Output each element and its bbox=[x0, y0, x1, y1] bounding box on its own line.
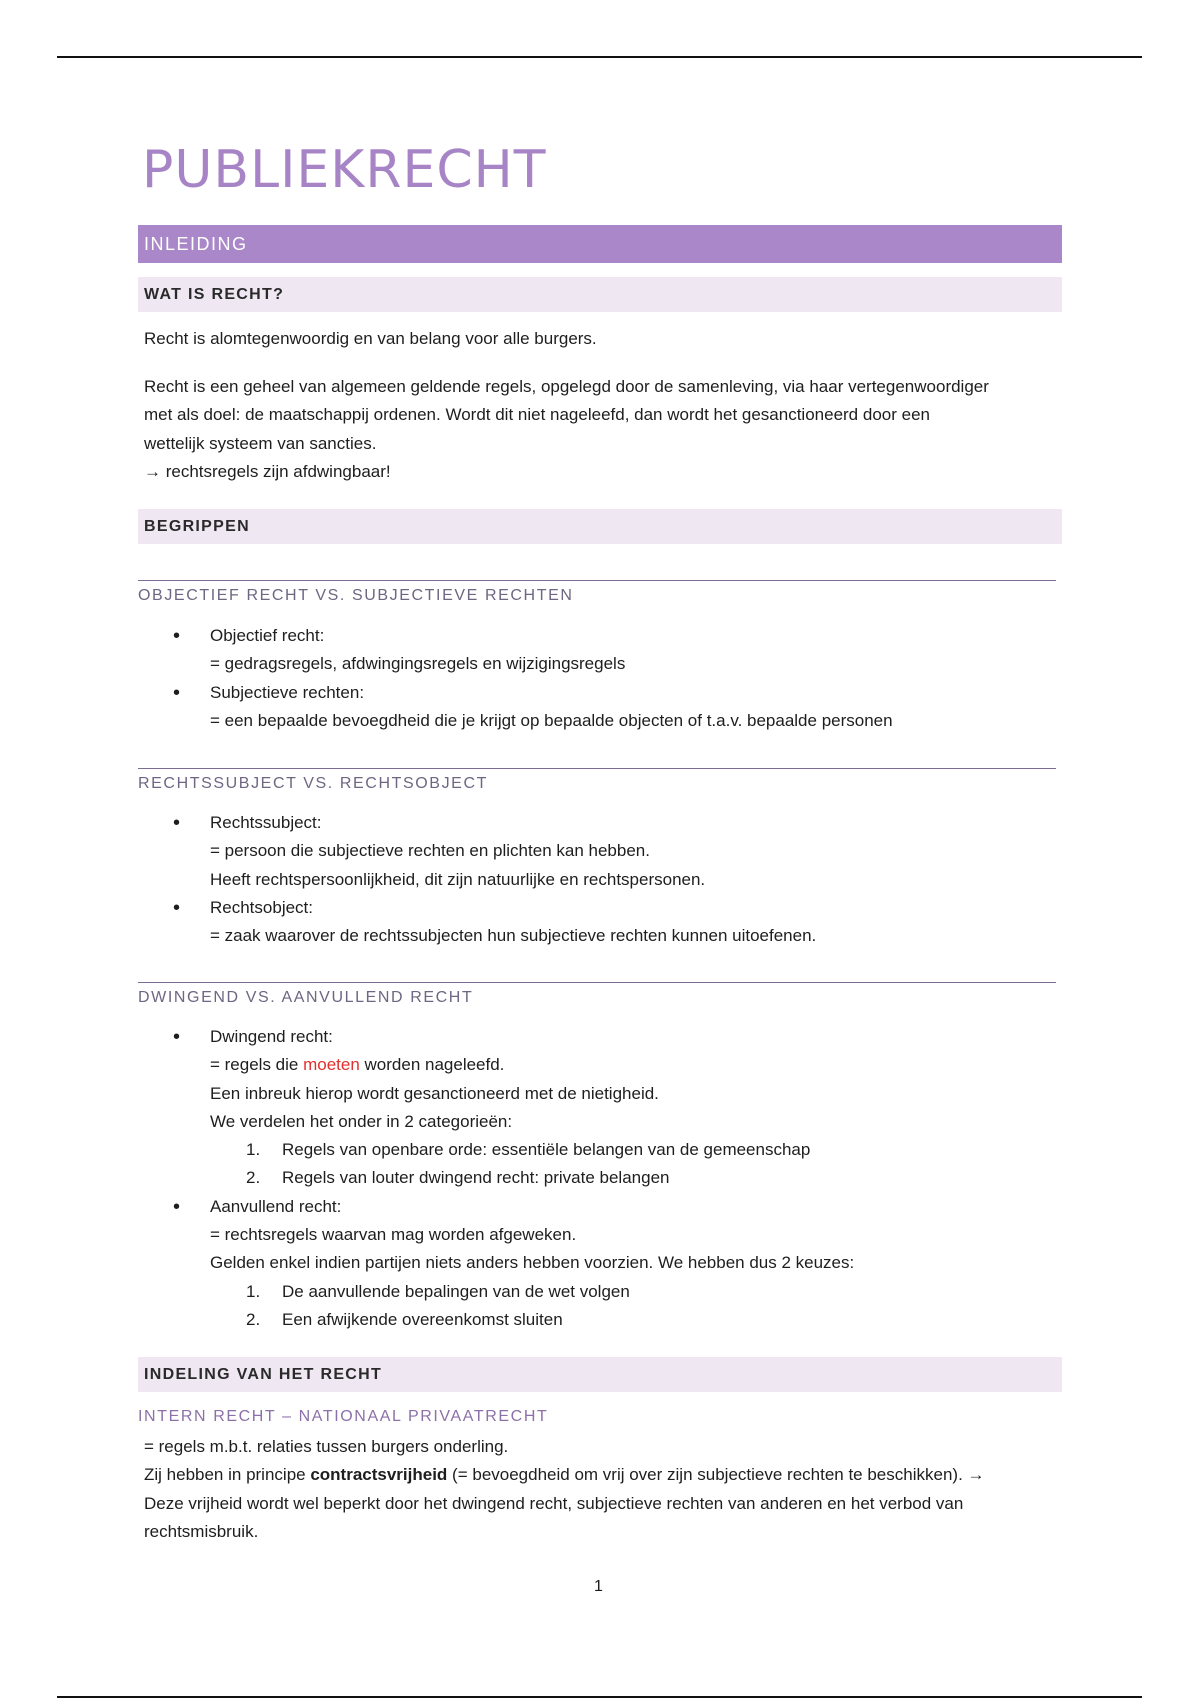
numbered-item: 2. Een afwijkende overeenkomst sluiten bbox=[246, 1309, 563, 1329]
list-rechtssubject bbox=[173, 809, 1053, 950]
list-item: • Rechtsobject: = zaak waarover de rechtssubjecten hun subjectieve rechten kunnen uitoefenen. bbox=[173, 894, 1053, 951]
paragraph-line: wettelijk systeem van sancties. bbox=[144, 433, 377, 453]
subheading-intern-recht: INTERN RECHT – NATIONAAL PRIVAATRECHT bbox=[138, 1408, 549, 1425]
numbered-item: 1. Regels van openbare orde: essentiële belangen van de gemeenschap bbox=[246, 1140, 811, 1160]
numbered-item: 1. De aanvullende bepalingen van de wet volgen bbox=[246, 1281, 630, 1301]
numbered-item: 2. Regels van louter dwingend recht: private belangen bbox=[246, 1168, 670, 1188]
paragraph-intern-recht bbox=[144, 1433, 1064, 1546]
numbered-list bbox=[210, 1278, 1053, 1335]
list-objectief bbox=[173, 622, 1053, 735]
numbered-list bbox=[210, 1136, 1053, 1193]
subheading-dwingend: DWINGEND VS. AANVULLEND RECHT bbox=[138, 982, 1056, 1007]
text-line: = regels die moeten worden nageleefd. bbox=[210, 1055, 505, 1075]
heading-inleiding: INLEIDING bbox=[138, 225, 1062, 263]
heading-wat-is-recht: WAT IS RECHT? bbox=[138, 277, 1062, 312]
bold-term: contractsvrijheid bbox=[310, 1465, 448, 1485]
list-dwingend bbox=[173, 1023, 1053, 1334]
paragraph-line: met als doel: de maatschappij ordenen. Wordt dit niet nageleefd, dan wordt het gesanctioneerd door een bbox=[144, 405, 930, 425]
page-number: 1 bbox=[594, 1578, 603, 1595]
list-item: • Aanvullend recht: = rechtsregels waarvan mag worden afgeweken. Gelden enkel indien partijen niets anders hebben voorzien. We hebben dus 2 keuzes: 1. De aanvullende bepalingen van de wet volgen 2. Een afwijkende overeenkomst sluiten bbox=[173, 1193, 1053, 1334]
list-item: • Rechtssubject: = persoon die subjectieve rechten en plichten kan hebben. Heeft rechtspersoonlijkheid, dit zijn natuurlijke en rechtspersonen. bbox=[173, 809, 1053, 894]
footer-rule bbox=[57, 1696, 1142, 1698]
list-item: • Subjectieve rechten: = een bepaalde bevoegdheid die je krijgt op bepaalde objecten of t.a.v. bepaalde personen bbox=[173, 679, 1053, 736]
paragraph-definition bbox=[144, 373, 1064, 486]
paragraph-line: → rechtsregels zijn afdwingbaar! bbox=[144, 461, 391, 481]
subheading-objectief: OBJECTIEF RECHT VS. SUBJECTIEVE RECHTEN bbox=[138, 580, 1056, 605]
paragraph-line: = regels m.b.t. relaties tussen burgers onderling. bbox=[144, 1437, 509, 1456]
header-rule bbox=[57, 56, 1142, 58]
paragraph-line: Deze vrijheid wordt wel beperkt door het dwingend recht, subjectieve rechten van anderen en het verbod van bbox=[144, 1493, 964, 1513]
document-title: PUBLIEKRECHT bbox=[142, 140, 547, 200]
paragraph-line: Zij hebben in principe contractsvrijheid (= bevoegdheid om vrij over zijn subjectieve rechten te beschikken). → bbox=[144, 1465, 985, 1485]
list-item: • Objectief recht: = gedragsregels, afdwingingsregels en wijzigingsregels bbox=[173, 622, 1053, 679]
emphasis-moeten: moeten bbox=[303, 1055, 360, 1075]
paragraph-line: Recht is een geheel van algemeen geldende regels, opgelegd door de samenleving, via haar vertegenwoordiger bbox=[144, 377, 989, 396]
paragraph-line: rechtsmisbruik. bbox=[144, 1521, 259, 1541]
heading-indeling: INDELING VAN HET RECHT bbox=[138, 1357, 1062, 1392]
heading-begrippen: BEGRIPPEN bbox=[138, 509, 1062, 544]
subheading-rechtssubject: RECHTSSUBJECT VS. RECHTSOBJECT bbox=[138, 768, 1056, 793]
paragraph-intro: Recht is alomtegenwoordig en van belang voor alle burgers. bbox=[144, 329, 597, 348]
list-item: • Dwingend recht: = regels die moeten worden nageleefd. Een inbreuk hierop wordt gesanctioneerd met de nietigheid. We verdelen het onder in 2 categorieën: 1. Regels van openbare orde: essentiële belangen van de gemeenschap 2. Regels van louter dwingend recht: private belangen bbox=[173, 1023, 1053, 1193]
